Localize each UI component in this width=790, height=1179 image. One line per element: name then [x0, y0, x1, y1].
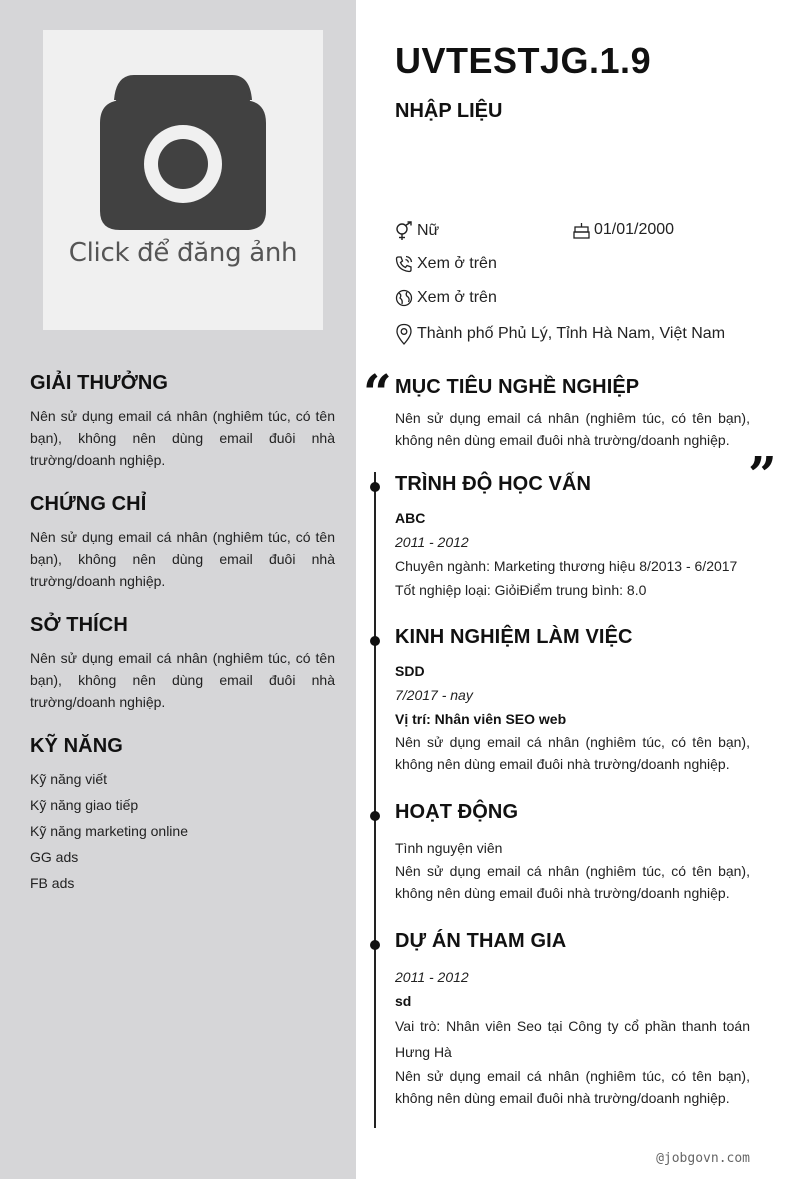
- project-role: Vai trò: Nhân viên Seo tại Công ty cổ phần thanh toán Hưng Hà: [395, 1018, 750, 1060]
- education-major: Chuyên ngành: Marketing thương hiệu 8/2013 - 6/2017: [395, 558, 738, 574]
- section-title: KINH NGHIỆM LÀM VIỆC: [395, 626, 633, 648]
- section-title: KỸ NĂNG: [30, 735, 123, 757]
- section-title: TRÌNH ĐỘ HỌC VẤN: [395, 473, 592, 495]
- experience-period: 7/2017 - nay: [395, 687, 473, 703]
- section-title: CHỨNG CHỈ: [30, 493, 147, 515]
- left-sidebar: [0, 0, 356, 1179]
- experience-position: Vị trí: Nhân viên SEO web: [395, 711, 567, 727]
- activity-text: Nên sử dụng email cá nhân (nghiêm túc, có tên bạn), không nên dùng email đuôi nhà trường/doanh nghiệp.: [395, 863, 750, 901]
- projects-section: [395, 930, 750, 1109]
- skills-section: [30, 735, 335, 896]
- skill-item: Kỹ năng giao tiếp: [30, 797, 139, 813]
- project-text: Nên sử dụng email cá nhân (nghiêm túc, có tên bạn), không nên dùng email đuôi nhà trường/doanh nghiệp.: [395, 1068, 750, 1106]
- timeline-line: [374, 472, 376, 1128]
- phone-value: Xem ở trên: [417, 255, 497, 272]
- certificates-section: [30, 493, 335, 592]
- footer-credit: @jobgovn.com: [656, 1151, 750, 1166]
- gender-info: [395, 221, 439, 241]
- skill-item: Kỹ năng marketing online: [30, 823, 188, 839]
- section-title: SỞ THÍCH: [30, 614, 128, 636]
- section-title: HOẠT ĐỘNG: [395, 801, 519, 823]
- experience-section: [395, 626, 750, 775]
- gender-icon: [395, 221, 413, 241]
- section-text: Nên sử dụng email cá nhân (nghiêm túc, có tên bạn), không nên dùng email đuôi nhà trường/doanh nghiệp.: [30, 650, 335, 710]
- experience-text: Nên sử dụng email cá nhân (nghiêm túc, có tên bạn), không nên dùng email đuôi nhà trường/doanh nghiệp.: [395, 734, 750, 772]
- birthday-value: 01/01/2000: [594, 221, 675, 238]
- gender-value: Nữ: [417, 222, 440, 239]
- phone-icon: [395, 255, 413, 273]
- awards-section: [30, 372, 335, 471]
- avatar-upload[interactable]: [43, 30, 323, 330]
- project-name: sd: [395, 993, 412, 1009]
- website-value: Xem ở trên: [417, 289, 497, 306]
- project-period: 2011 - 2012: [395, 969, 469, 985]
- cake-icon: [573, 221, 590, 239]
- skill-item: FB ads: [30, 875, 75, 891]
- section-title: DỰ ÁN THAM GIA: [395, 930, 567, 952]
- education-section: [395, 473, 750, 602]
- education-grade: Tốt nghiệp loại: GiỏiĐiểm trung bình: 8.0: [395, 582, 647, 598]
- globe-icon: [395, 289, 413, 307]
- skill-item: GG ads: [30, 849, 79, 865]
- open-quote-mark: “: [363, 363, 392, 422]
- section-text: Nên sử dụng email cá nhân (nghiêm túc, có tên bạn), không nên dùng email đuôi nhà trường/doanh nghiệp.: [30, 408, 335, 468]
- company-name: SDD: [395, 663, 425, 679]
- section-text: Nên sử dụng email cá nhân (nghiêm túc, có tên bạn), không nên dùng email đuôi nhà trường/doanh nghiệp.: [30, 529, 335, 589]
- objective-text: Nên sử dụng email cá nhân (nghiêm túc, có tên bạn), không nên dùng email đuôi nhà trường/doanh nghiệp.: [395, 410, 750, 448]
- school-name: ABC: [395, 510, 426, 526]
- activity-name: Tình nguyện viên: [395, 840, 503, 856]
- skill-item: Kỹ năng viết: [30, 771, 108, 787]
- candidate-role: NHẬP LIỆU: [395, 100, 503, 122]
- activities-section: [395, 801, 750, 904]
- close-quote-mark: ”: [748, 445, 777, 504]
- timeline-dot: [370, 482, 380, 492]
- timeline-dot: [370, 636, 380, 646]
- education-period: 2011 - 2012: [395, 534, 469, 550]
- section-title: GIẢI THƯỞNG: [30, 372, 169, 394]
- address-value: Thành phố Phủ Lý, Tỉnh Hà Nam, Việt Nam: [417, 325, 726, 342]
- timeline-dot: [370, 811, 380, 821]
- section-title: MỤC TIÊU NGHỀ NGHIỆP: [395, 376, 640, 398]
- address-info: [395, 323, 725, 345]
- timeline-dot: [370, 940, 380, 950]
- phone-info: [395, 255, 497, 273]
- website-info: [395, 289, 497, 307]
- objective-section: [395, 376, 750, 451]
- photo-upload-label: Click để đăng ảnh: [68, 238, 298, 268]
- location-pin-icon: [395, 323, 413, 345]
- camera-icon: [100, 75, 266, 231]
- hobbies-section: [30, 614, 335, 713]
- candidate-name: UVTESTJG.1.9: [395, 40, 652, 81]
- birthday-info: [573, 221, 674, 239]
